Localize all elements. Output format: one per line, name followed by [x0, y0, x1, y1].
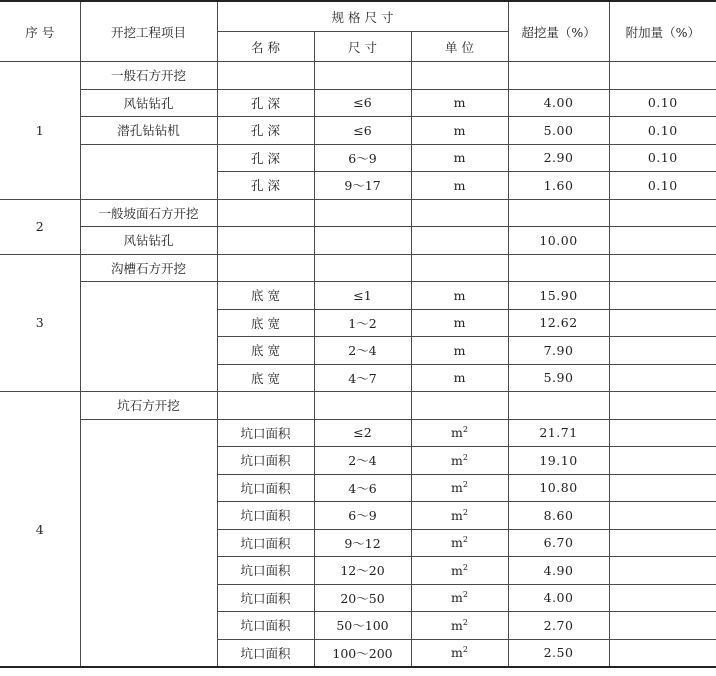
size-cell: 50～100 [314, 612, 411, 640]
unit-cell: m [411, 117, 508, 145]
name-cell: 底 宽 [217, 282, 314, 310]
unit-text: m [451, 562, 463, 578]
extra-cell: 0.10 [609, 117, 716, 145]
table-row [0, 282, 716, 310]
table-row [0, 392, 716, 420]
header-extra: 附加量（%） [609, 1, 716, 62]
name-cell: 坑口面积 [217, 557, 314, 585]
unit-cell [411, 474, 508, 502]
unit-text: m [451, 480, 463, 496]
name-cell: 底 宽 [217, 309, 314, 337]
item-cell: 一般石方开挖 [80, 62, 217, 90]
overbreak-cell: 1.60 [508, 172, 609, 200]
extra-cell [609, 199, 716, 227]
name-cell: 坑口面积 [217, 639, 314, 667]
extra-cell [609, 639, 716, 667]
unit-cell: m [411, 282, 508, 310]
size-cell: 2～4 [314, 337, 411, 365]
name-cell: 坑口面积 [217, 612, 314, 640]
name-cell: 底 宽 [217, 364, 314, 392]
unit-cell [411, 584, 508, 612]
name-cell [217, 227, 314, 255]
extra-cell [609, 529, 716, 557]
unit-text: m [451, 507, 463, 523]
size-cell: 4～6 [314, 474, 411, 502]
extra-cell [609, 447, 716, 475]
seq-cell: 1 [0, 62, 80, 200]
table-row [0, 89, 716, 117]
unit-text: m [451, 425, 463, 441]
unit-cell [411, 392, 508, 420]
size-cell: 100～200 [314, 639, 411, 667]
overbreak-cell: 10.80 [508, 474, 609, 502]
extra-cell: 0.10 [609, 172, 716, 200]
table-body [0, 62, 716, 668]
item-cell [80, 419, 217, 667]
header-name: 名 称 [217, 32, 314, 62]
name-cell [217, 254, 314, 282]
overbreak-cell: 6.70 [508, 529, 609, 557]
unit-text: m [451, 617, 463, 633]
unit-cell [411, 447, 508, 475]
unit-exponent: 2 [462, 617, 468, 627]
table-row [0, 62, 716, 90]
size-cell: ≤1 [314, 282, 411, 310]
name-cell [217, 199, 314, 227]
size-cell: 6～9 [314, 502, 411, 530]
item-cell: 潜孔钻钻机 [80, 117, 217, 145]
table-row [0, 254, 716, 282]
overbreak-cell: 2.50 [508, 639, 609, 667]
size-cell [314, 199, 411, 227]
header-item: 开挖工程项目 [80, 1, 217, 62]
seq-cell: 2 [0, 199, 80, 254]
item-cell [80, 282, 217, 392]
size-cell: 9～12 [314, 529, 411, 557]
unit-cell [411, 227, 508, 255]
unit-cell [411, 529, 508, 557]
overbreak-cell: 8.60 [508, 502, 609, 530]
unit-cell [411, 254, 508, 282]
table-row [0, 227, 716, 255]
extra-cell [609, 502, 716, 530]
overbreak-cell: 2.90 [508, 144, 609, 172]
unit-exponent: 2 [462, 425, 468, 435]
header-unit: 单 位 [411, 32, 508, 62]
name-cell: 坑口面积 [217, 447, 314, 475]
size-cell: 12～20 [314, 557, 411, 585]
extra-cell [609, 282, 716, 310]
unit-cell: m [411, 337, 508, 365]
header-seq: 序 号 [0, 1, 80, 62]
overbreak-cell: 15.90 [508, 282, 609, 310]
item-cell: 风钻钻孔 [80, 227, 217, 255]
name-cell: 坑口面积 [217, 419, 314, 447]
name-cell: 孔 深 [217, 89, 314, 117]
table-header [0, 1, 716, 62]
overbreak-cell: 4.00 [508, 584, 609, 612]
extra-cell [609, 309, 716, 337]
unit-text: m [451, 645, 463, 661]
unit-exponent: 2 [462, 562, 468, 572]
name-cell: 坑口面积 [217, 529, 314, 557]
name-cell: 孔 深 [217, 144, 314, 172]
item-cell: 风钻钻孔 [80, 89, 217, 117]
table-row [0, 419, 716, 447]
overbreak-cell: 4.00 [508, 89, 609, 117]
overbreak-cell [508, 199, 609, 227]
overbreak-cell: 12.62 [508, 309, 609, 337]
size-cell [314, 254, 411, 282]
item-cell [80, 144, 217, 199]
overbreak-cell [508, 62, 609, 90]
item-cell: 沟槽石方开挖 [80, 254, 217, 282]
extra-cell [609, 337, 716, 365]
unit-cell [411, 62, 508, 90]
unit-cell: m [411, 309, 508, 337]
item-cell: 坑石方开挖 [80, 392, 217, 420]
name-cell [217, 392, 314, 420]
unit-text: m [451, 535, 463, 551]
unit-exponent: 2 [462, 507, 468, 517]
size-cell: ≤6 [314, 117, 411, 145]
seq-cell: 4 [0, 392, 80, 668]
extra-cell [609, 584, 716, 612]
size-cell: 9～17 [314, 172, 411, 200]
overbreak-cell: 19.10 [508, 447, 609, 475]
unit-cell: m [411, 172, 508, 200]
size-cell: 2～4 [314, 447, 411, 475]
overbreak-cell: 2.70 [508, 612, 609, 640]
unit-text: m [451, 590, 463, 606]
unit-exponent: 2 [462, 452, 468, 462]
unit-cell: m [411, 364, 508, 392]
name-cell [217, 62, 314, 90]
unit-exponent: 2 [462, 480, 468, 490]
table-row [0, 199, 716, 227]
size-cell: ≤6 [314, 89, 411, 117]
size-cell: ≤2 [314, 419, 411, 447]
overbreak-cell: 7.90 [508, 337, 609, 365]
unit-exponent: 2 [462, 535, 468, 545]
unit-cell [411, 419, 508, 447]
name-cell: 坑口面积 [217, 584, 314, 612]
extra-cell [609, 227, 716, 255]
name-cell: 孔 深 [217, 117, 314, 145]
name-cell: 坑口面积 [217, 502, 314, 530]
name-cell: 坑口面积 [217, 474, 314, 502]
unit-cell [411, 612, 508, 640]
extra-cell [609, 419, 716, 447]
unit-exponent: 2 [462, 645, 468, 655]
extra-cell [609, 612, 716, 640]
unit-exponent: 2 [462, 590, 468, 600]
unit-cell [411, 639, 508, 667]
extra-cell: 0.10 [609, 89, 716, 117]
overbreak-cell [508, 392, 609, 420]
name-cell: 孔 深 [217, 172, 314, 200]
table-row [0, 144, 716, 172]
extra-cell [609, 557, 716, 585]
unit-cell: m [411, 144, 508, 172]
extra-cell [609, 474, 716, 502]
unit-cell [411, 199, 508, 227]
size-cell: 6～9 [314, 144, 411, 172]
unit-text: m [451, 452, 463, 468]
size-cell [314, 392, 411, 420]
overbreak-cell: 21.71 [508, 419, 609, 447]
header-size: 尺 寸 [314, 32, 411, 62]
overbreak-cell: 5.00 [508, 117, 609, 145]
size-cell: 20～50 [314, 584, 411, 612]
header-spec: 规 格 尺 寸 [217, 1, 508, 32]
extra-cell [609, 254, 716, 282]
extra-cell [609, 392, 716, 420]
name-cell: 底 宽 [217, 337, 314, 365]
extra-cell: 0.10 [609, 144, 716, 172]
seq-cell: 3 [0, 254, 80, 392]
overbreak-cell [508, 254, 609, 282]
overbreak-cell: 4.90 [508, 557, 609, 585]
overbreak-cell: 10.00 [508, 227, 609, 255]
header-overbreak: 超挖量（%） [508, 1, 609, 62]
extra-cell [609, 364, 716, 392]
unit-cell [411, 557, 508, 585]
unit-cell: m [411, 89, 508, 117]
size-cell [314, 227, 411, 255]
extra-cell [609, 62, 716, 90]
overbreak-cell: 5.90 [508, 364, 609, 392]
size-cell: 4～7 [314, 364, 411, 392]
unit-cell [411, 502, 508, 530]
item-cell: 一般坡面石方开挖 [80, 199, 217, 227]
size-cell [314, 62, 411, 90]
size-cell: 1～2 [314, 309, 411, 337]
table-row [0, 117, 716, 145]
